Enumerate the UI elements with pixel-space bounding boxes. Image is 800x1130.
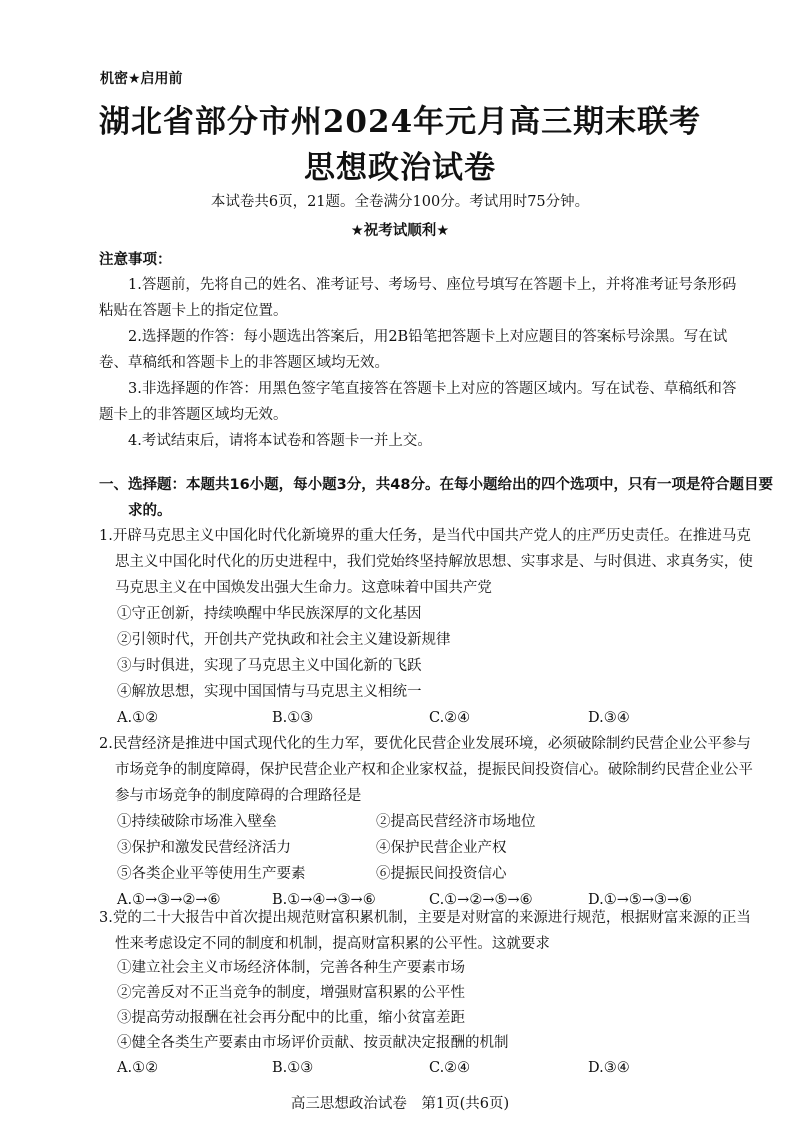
question-2-item-1: ①持续破除市场准入壁垒: [117, 814, 277, 830]
question-1-option-b: B.①③: [272, 710, 314, 726]
question-1-item-1: ①守正创新，持续唤醒中华民族深厚的文化基因: [117, 606, 422, 622]
question-2-item-6: ⑥提振民间投资信心: [376, 866, 507, 882]
question-2-item-2: ②提高民营经济市场地位: [376, 814, 536, 830]
question-3-option-b: B.①③: [272, 1060, 314, 1076]
question-3-item-4: ④健全各类生产要素由市场评价贡献、按贡献决定报酬的机制: [117, 1035, 509, 1051]
good-luck-line: ★祝考试顺利★: [350, 223, 450, 239]
question-2-stem: 2.民营经济是推进中国式现代化的生力军，要优化民营企业发展环境，必须破除制约民营企业公平参与市场竞争的制度障碍，保护民营企业产权和企业家权益，提振民间投资信心。破除制约民营企业公平参与市场竞争的制度障碍的合理路径是: [99, 736, 753, 804]
notice-heading: 注意事项：: [99, 252, 172, 268]
question-2-option-b: B.①→④→③→⑥: [272, 892, 376, 908]
exam-title: 湖北省部分市州2024年元月高三期末联考: [98, 104, 702, 140]
question-2-item-5: ⑤各类企业平等使用生产要素: [117, 866, 306, 882]
question-3-stem: 3.党的二十大报告中首次提出规范财富积累机制，主要是对财富的来源进行规范，根据财富来源的正当性来考虑设定不同的制度和机制，提高财富积累的公平性。这就要求: [99, 910, 751, 952]
question-2-item-3: ③保护和激发民营经济活力: [117, 840, 291, 856]
question-3-option-d: D.③④: [588, 1060, 630, 1076]
question-1-item-4: ④解放思想，实现中国国情与马克思主义相统一: [117, 684, 422, 700]
question-1-item-3: ③与时俱进，实现了马克思主义中国化新的飞跃: [117, 658, 422, 674]
question-2-option-a: A.①→③→②→⑥: [117, 892, 221, 908]
question-2-option-d: D.①→⑤→③→⑥: [588, 892, 693, 908]
question-3-item-3: ③提高劳动报酬在社会再分配中的比重，缩小贫富差距: [117, 1010, 465, 1026]
exam-subtitle: 思想政治试卷: [304, 150, 496, 186]
question-2-item-4: ④保护民营企业产权: [376, 840, 507, 856]
section-heading: 一、选择题：本题共16小题，每小题3分，共48分。在每小题给出的四个选项中，只有一项是符合题目要求的。: [99, 477, 773, 519]
question-1-option-a: A.①②: [117, 710, 159, 726]
question-3-option-c: C.②④: [429, 1060, 471, 1076]
question-1-option-c: C.②④: [429, 710, 471, 726]
notice-item-4: 4.考试结束后，请将本试卷和答题卡一并上交。: [128, 433, 432, 449]
page-footer: 高三思想政治试卷 第1页(共6页): [290, 1096, 510, 1112]
question-1-option-d: D.③④: [588, 710, 630, 726]
question-1-stem: 1.开辟马克思主义中国化时代化新境界的重大任务，是当代中国共产党人的庄严历史责任。在推进马克思主义中国化时代化的历史进程中，我们党始终坚持解放思想、实事求是、与时俱进、求真务实，使马克思主义在中国焕发出强大生命力。这意味着中国共产党: [99, 528, 753, 596]
question-1-item-2: ②引领时代，开创共产党执政和社会主义建设新规律: [117, 632, 451, 648]
confidential-label: 机密★启用前: [100, 71, 183, 87]
notice-item-2: 2.选择题的作答：每小题选出答案后，用2B铅笔把答题卡上对应题目的答案标号涂黑。写在试卷、草稿纸和答题卡上的非答题区域均无效。: [99, 329, 728, 371]
question-3-item-1: ①建立社会主义市场经济体制，完善各种生产要素市场: [117, 960, 465, 976]
notice-item-1: 1.答题前，先将自己的姓名、准考证号、考场号、座位号填写在答题卡上，并将准考证号条形码粘贴在答题卡上的指定位置。: [99, 277, 737, 319]
exam-info: 本试卷共6页，21题。全卷满分100分。考试用时75分钟。: [210, 194, 590, 210]
question-3-item-2: ②完善反对不正当竞争的制度，增强财富积累的公平性: [117, 985, 465, 1001]
question-3-option-a: A.①②: [117, 1060, 159, 1076]
question-2-option-c: C.①→②→⑤→⑥: [429, 892, 533, 908]
notice-item-3: 3.非选择题的作答：用黑色签字笔直接答在答题卡上对应的答题区域内。写在试卷、草稿纸和答题卡上的非答题区域均无效。: [99, 381, 737, 423]
